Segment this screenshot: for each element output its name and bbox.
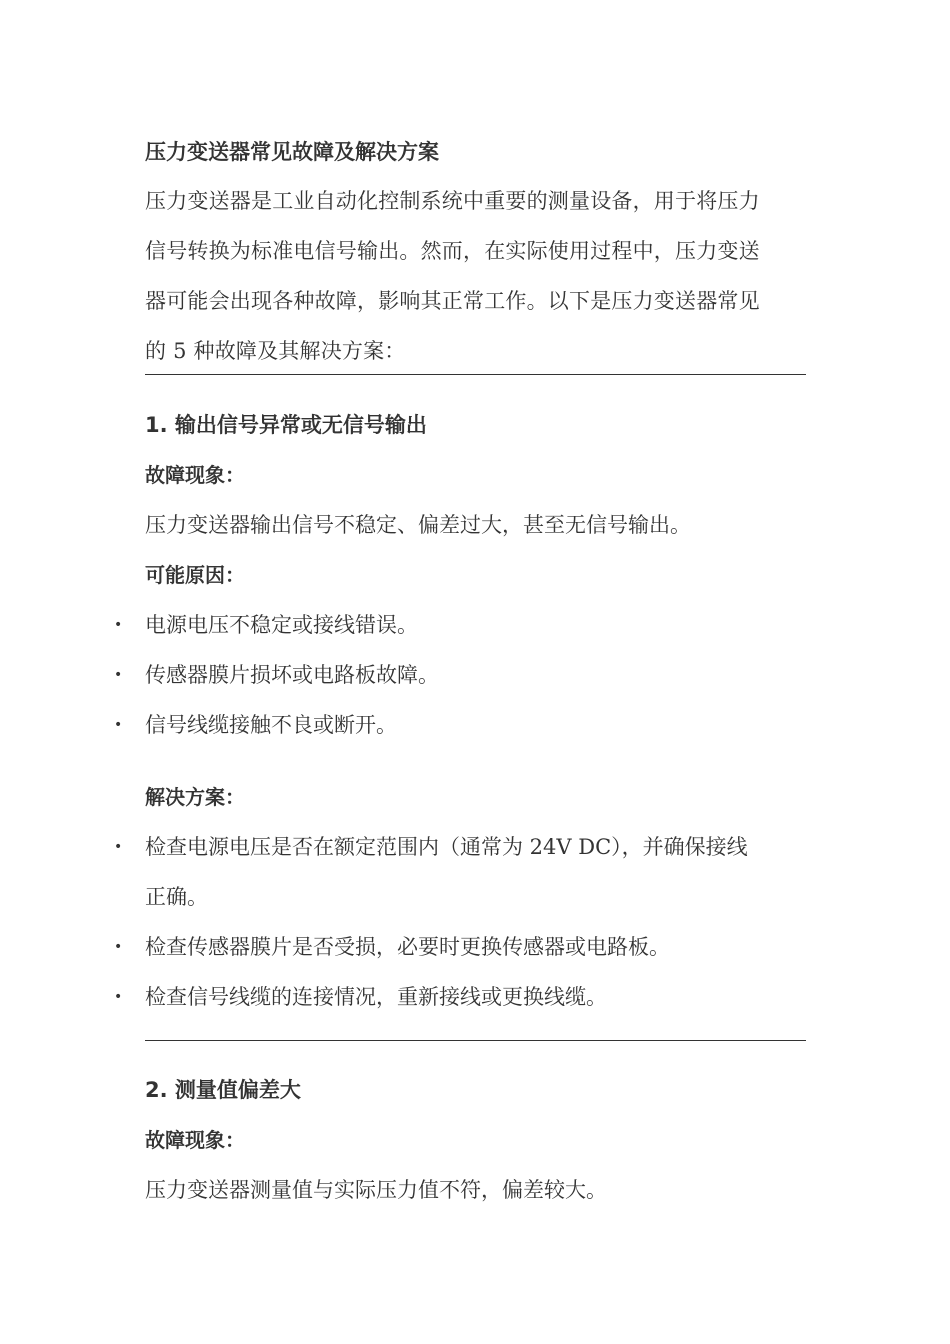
list-item-text-continued: 正确。 — [145, 885, 208, 909]
section-heading: 2. 测量值偏差大 — [145, 1078, 301, 1102]
list-item — [114, 700, 806, 750]
list-item — [114, 650, 806, 700]
intro-paragraph — [145, 176, 806, 376]
solutions-label: 解决方案： — [145, 785, 245, 809]
bullet-icon: • — [114, 717, 123, 733]
list-item — [114, 922, 806, 972]
section-heading: 1. 输出信号异常或无信号输出 — [145, 413, 427, 437]
document-body — [114, 128, 806, 1215]
fault-section-1 — [114, 400, 806, 1022]
list-item-text: 检查传感器膜片是否受损，必要时更换传感器或电路板。 — [145, 935, 670, 959]
symptom-text: 压力变送器测量值与实际压力值不符，偏差较大。 — [145, 1178, 607, 1202]
bullet-icon: • — [114, 989, 123, 1005]
bullet-icon: • — [114, 839, 123, 855]
intro-line: 压力变送器是工业自动化控制系统中重要的测量设备，用于将压力 — [145, 189, 760, 213]
intro-line: 器可能会出现各种故障，影响其正常工作。以下是压力变送器常见 — [145, 289, 760, 313]
symptom-label: 故障现象： — [145, 1128, 245, 1152]
causes-label: 可能原因： — [145, 563, 245, 587]
fault-section-2 — [145, 1065, 806, 1215]
list-item-text: 传感器膜片损坏或电路板故障。 — [145, 663, 439, 687]
symptom-text: 压力变送器输出信号不稳定、偏差过大，甚至无信号输出。 — [145, 513, 691, 537]
intro-line: 的 5 种故障及其解决方案： — [145, 339, 406, 363]
document-title: 压力变送器常见故障及解决方案 — [145, 140, 439, 164]
list-item-text: 检查信号线缆的连接情况，重新接线或更换线缆。 — [145, 985, 607, 1009]
list-item — [114, 822, 806, 922]
symptom-label: 故障现象： — [145, 463, 245, 487]
solutions-list — [114, 822, 806, 1022]
causes-list — [114, 600, 806, 750]
list-item-text: 信号线缆接触不良或断开。 — [145, 713, 397, 737]
bullet-icon: • — [114, 939, 123, 955]
list-item — [114, 972, 806, 1022]
bullet-icon: • — [114, 617, 123, 633]
list-item-text: 检查电源电压是否在额定范围内（通常为 24V DC），并确保接线 — [145, 835, 748, 859]
list-item — [114, 600, 806, 650]
bullet-icon: • — [114, 667, 123, 683]
list-item-text: 电源电压不稳定或接线错误。 — [145, 613, 418, 637]
intro-line: 信号转换为标准电信号输出。然而，在实际使用过程中，压力变送 — [145, 239, 760, 263]
